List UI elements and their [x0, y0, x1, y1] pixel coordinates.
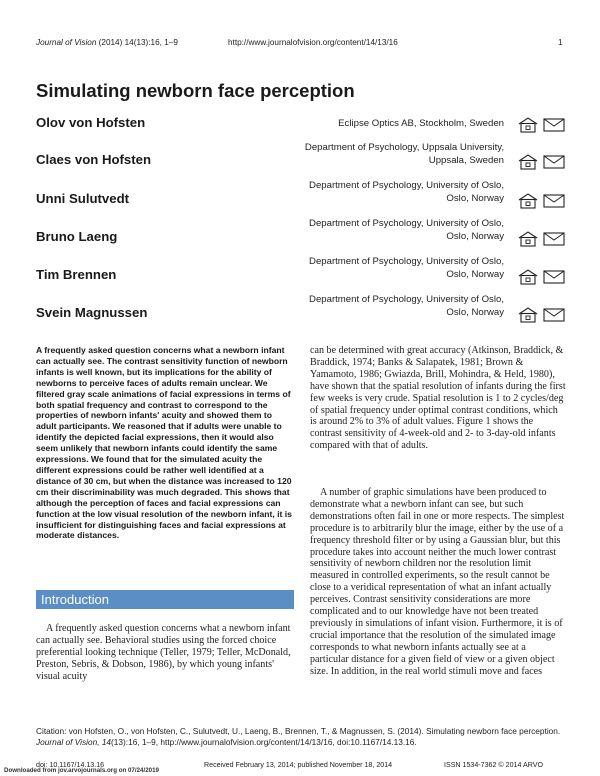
- affiliation-line: Department of Psychology, Uppsala University,: [304, 142, 504, 153]
- author-name: Olov von Hofsten: [36, 115, 146, 130]
- author-contact-icons: [518, 117, 566, 133]
- citation-block: [36, 726, 566, 748]
- home-icon[interactable]: [518, 307, 538, 323]
- home-icon[interactable]: [518, 154, 538, 170]
- intro-paragraph-left: A frequently asked question concerns what a newborn infant can actually see. Behavioral studies using the forced choice preferential looking technique (Teller, 1979; Teller, McDonald, Preston, Sebris, & Dobson, 1986), by which young infants' visual acuity: [36, 623, 291, 682]
- affiliation-line: Department of Psychology, University of Oslo,: [309, 180, 504, 191]
- mail-icon[interactable]: [543, 154, 565, 170]
- author-name: Unni Sulutvedt: [36, 191, 130, 206]
- affiliation-line: Department of Psychology, University of Oslo,: [309, 218, 504, 229]
- affiliation-line: Uppsala, Sweden: [428, 155, 504, 166]
- page-number: 1: [558, 38, 563, 47]
- section-heading-introduction: Introduction: [36, 590, 294, 609]
- author-contact-icons: [518, 193, 566, 209]
- citation-volume: 14: [101, 737, 112, 747]
- citation-suffix: (13):16, 1–9, http://www.journalofvision.org/content/14/13/16, doi:10.1167/14.13.16.: [111, 737, 417, 747]
- footer-received: Received February 13, 2014; published November 18, 2014: [204, 761, 393, 769]
- intro-paragraph-right-1: can be determined with great accuracy (Atkinson, Braddick, & Braddick, 1974; Banks & Salapatek, 1981; Brown & Yamamoto, 1986; Gwiazda, Brill, Mohindra, & Held, 1980), have shown that the spatial resolution of infants during the first few weeks is very crude. Spatial resolution is 1 to 2 cycles/deg of spatial frequency under optimal contrast conditions, which is around 2% to 3% of adult values. Figure 1 shows the contrast sensitivity of 4-week-old and 2- to 3-day-old infants compared with that of adults.: [310, 345, 566, 452]
- mail-icon[interactable]: [543, 307, 565, 323]
- affiliation-line: Department of Psychology, University of Oslo,: [309, 256, 504, 267]
- author-name: Svein Magnussen: [36, 305, 148, 320]
- home-icon[interactable]: [518, 193, 538, 209]
- author-affiliation: [244, 293, 504, 319]
- citation-prefix: Citation: von Hofsten, O., von Hofsten, C., Sulutvedt, U., Laeng, B., Brennen, T., & Magnussen, S. (2014). Simulating newborn face perception.: [36, 726, 561, 736]
- author-affiliation: [244, 217, 504, 243]
- footer-doi: doi: 10.1167/14.13.16: [36, 761, 105, 769]
- affiliation-line: Oslo, Norway: [446, 307, 504, 318]
- journal-volume: (2014) 14(13):16, 1–9: [98, 38, 178, 47]
- affiliation-line: Oslo, Norway: [446, 231, 504, 242]
- author-contact-icons: [518, 307, 566, 323]
- home-icon[interactable]: [518, 117, 538, 133]
- author-affiliation: [244, 117, 504, 130]
- mail-icon[interactable]: [543, 231, 565, 247]
- home-icon[interactable]: [518, 269, 538, 285]
- running-header-citation: [36, 38, 178, 47]
- author-contact-icons: [518, 154, 566, 170]
- affiliation-line: Oslo, Norway: [446, 193, 504, 204]
- author-name: Tim Brennen: [36, 267, 117, 282]
- home-icon[interactable]: [518, 231, 538, 247]
- author-name: Claes von Hofsten: [36, 152, 152, 167]
- affiliation-line: Department of Psychology, University of Oslo,: [309, 294, 504, 305]
- author-contact-icons: [518, 269, 566, 285]
- author-affiliation: [244, 255, 504, 281]
- citation-journal: Journal of Vision,: [36, 737, 100, 747]
- author-affiliation: [244, 179, 504, 205]
- mail-icon[interactable]: [543, 269, 565, 285]
- mail-icon[interactable]: [543, 117, 565, 133]
- running-header-url[interactable]: http://www.journalofvision.org/content/14/13/16: [228, 38, 398, 47]
- mail-icon[interactable]: [543, 193, 565, 209]
- author-contact-icons: [518, 231, 566, 247]
- download-stamp: Downloaded from jov.arvojournals.org on 07/24/2019: [4, 767, 159, 774]
- affiliation-line: Oslo, Norway: [446, 269, 504, 280]
- abstract: A frequently asked question concerns what a newborn infant can actually see. The contrast sensitivity function of newborn infants is well known, but its implications for the ability of newborns to perceive faces of adults remain unclear. We filtered gray scale animations of facial expressions in terms of both spatial frequency and contrast to correspond to the properties of newborn infants' acuity and showed them to adult participants. We reasoned that if adults were unable to identify the depicted facial expressions, then it would also seem unlikely that newborn infants could identify the same expressions. We found that for the simulated acuity the different expressions could be rather well identified at a distance of 30 cm, but when the distance was increased to 120 cm their discriminability was much degraded. This shows that although the perception of faces and facial expressions can function at the low visual resolution of the newborn infant, it is insufficient for distinguishing faces and facial expressions at moderate distances.: [36, 345, 292, 541]
- author-name: Bruno Laeng: [36, 229, 118, 244]
- author-affiliation: [244, 141, 504, 167]
- affiliation-line: Eclipse Optics AB, Stockholm, Sweden: [338, 118, 504, 129]
- intro-paragraph-right-2: A number of graphic simulations have been produced to demonstrate what a newborn infant can see, but such demonstrations often fail in one or more respects. The simplest procedure is to arbitrarily blur the image, either by the use of a frequency threshold filter or by using a Gaussian blur, but this procedure takes into account neither the much lower contrast sensitivity of newborn children nor the resolution limit measured in controlled experiments, so the result cannot be close to a veridical representation of what an infant actually perceives. Contrast sensitivity considerations are more complicated and to our knowledge have not been treated previously in simulations of infant vision. Furthermore, it is of crucial importance that the resolution of the simulated image corresponds to what newborn infants actually see at a particular distance for a given field of view or a given object size. In addition, in the real world stimuli move and faces: [310, 487, 565, 677]
- journal-name: Journal of Vision: [36, 38, 97, 47]
- article-title: Simulating newborn face perception: [36, 80, 355, 101]
- footer-issn: ISSN 1534-7362 © 2014 ARVO: [444, 761, 543, 769]
